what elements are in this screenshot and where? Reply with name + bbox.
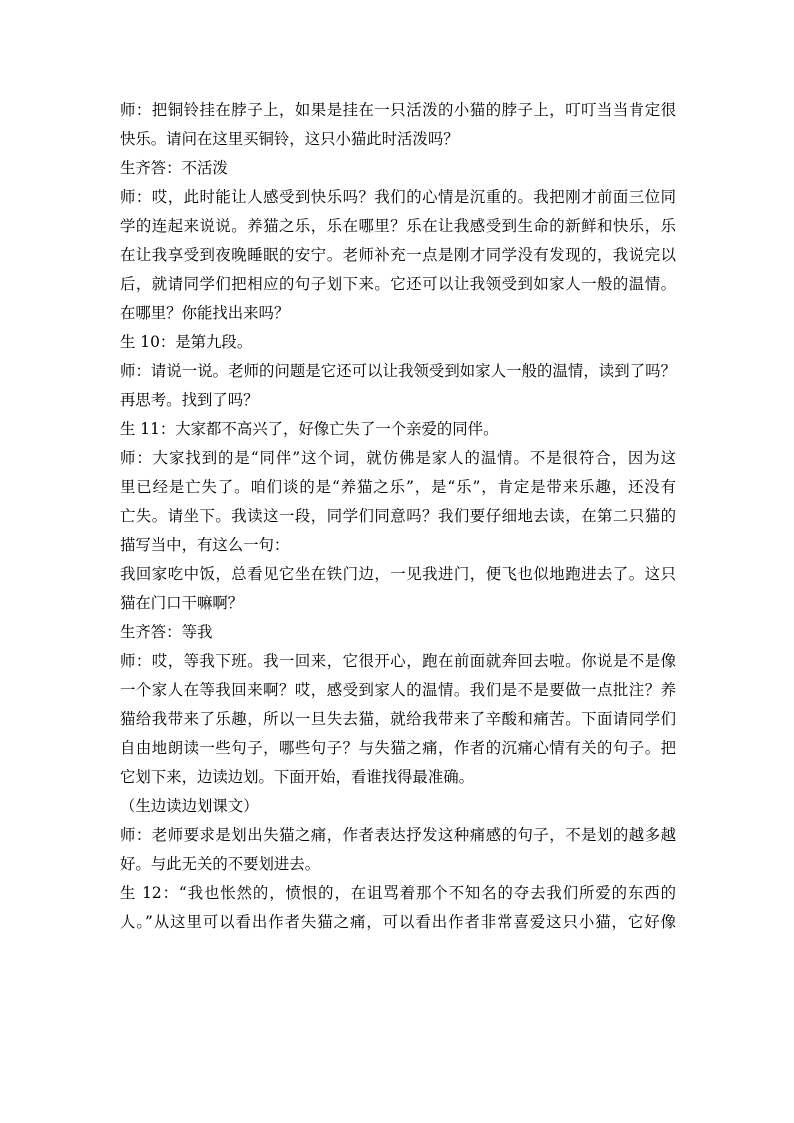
text-line: 猫在门口干嘛啊？ (120, 594, 244, 612)
text-line: 它划下来，边读边划。下面开始，看谁找得最准确。 (120, 768, 474, 786)
text-line: 师：把铜铃挂在脖子上，如果是挂在一只活泼的小猫的脖子上，叮叮当当肯定很 (120, 101, 676, 119)
text-line: 快乐。请问在这里买铜铃，这只小猫此时活泼吗？ (120, 130, 459, 148)
text-line: 在让我享受到夜晚睡眠的安宁。老师补充一点是刚才同学没有发现的，我说完以 (120, 246, 676, 264)
text-line: （生边读边划课文） (120, 797, 259, 815)
text-line: 人。”从这里可以看出作者失猫之痛，可以看出作者非常喜爱这只小猫，它好像 (120, 913, 676, 931)
text-line: 师：大家找到的是“同伴”这个词，就仿佛是家人的温情。不是很符合，因为这 (120, 449, 676, 467)
text-line: 师：请说一说。老师的问题是它还可以让我领受到如家人一般的温情，读到了吗？ (120, 362, 676, 380)
text-line: 一个家人在等我回来啊？哎，感受到家人的温情。我们是不是要做一点批注？养 (120, 681, 676, 699)
text-line: 生齐答：不活泼 (120, 159, 228, 177)
text-line: 师：老师要求是划出失猫之痛，作者表达抒发这种痛感的句子，不是划的越多越 (120, 826, 676, 844)
text-line: 师：哎，等我下班。我一回来，它很开心，跑在前面就奔回去啦。你说是不是像 (120, 652, 676, 670)
text-line: 在哪里？你能找出来吗？ (120, 304, 290, 322)
text-line: 生 11：大家都不高兴了，好像亡失了一个亲爱的同伴。 (120, 420, 499, 438)
text-line: 自由地朗读一些句子，哪些句子？与失猫之痛，作者的沉痛心情有关的句子。把 (120, 739, 676, 757)
text-line: 猫给我带来了乐趣，所以一旦失去猫，就给我带来了辛酸和痛苦。下面请同学们 (120, 710, 676, 728)
text-line: 师：哎，此时能让人感受到快乐吗？我们的心情是沉重的。我把刚才前面三位同 (120, 188, 676, 206)
text-line: 好。与此无关的不要划进去。 (120, 855, 321, 873)
text-line: 生 10：是第九段。 (120, 333, 253, 351)
text-line: 描写当中，有这么一句： (120, 536, 290, 554)
text-line: 亡失。请坐下。我读这一段，同学们同意吗？我们要仔细地去读，在第二只猫的 (120, 507, 676, 525)
text-line: 生齐答：等我 (120, 623, 213, 641)
text-line: 学的连起来说说。养猫之乐，乐在哪里？乐在让我感受到生命的新鲜和快乐，乐 (120, 217, 676, 235)
text-line: 后，就请同学们把相应的句子划下来。它还可以让我领受到如家人一般的温情。 (120, 275, 676, 293)
text-line: 生 12：“我也怅然的，愤恨的，在诅骂着那个不知名的夺去我们所爱的东西的 (120, 884, 676, 902)
text-line: 里已经是亡失了。咱们谈的是“养猫之乐”，是“乐”，肯定是带来乐趣，还没有 (120, 478, 676, 496)
document-body (120, 96, 676, 937)
text-line: 再思考。找到了吗？ (120, 391, 259, 409)
text-line: 我回家吃中饭，总看见它坐在铁门边，一见我进门，便飞也似地跑进去了。这只 (120, 565, 676, 583)
